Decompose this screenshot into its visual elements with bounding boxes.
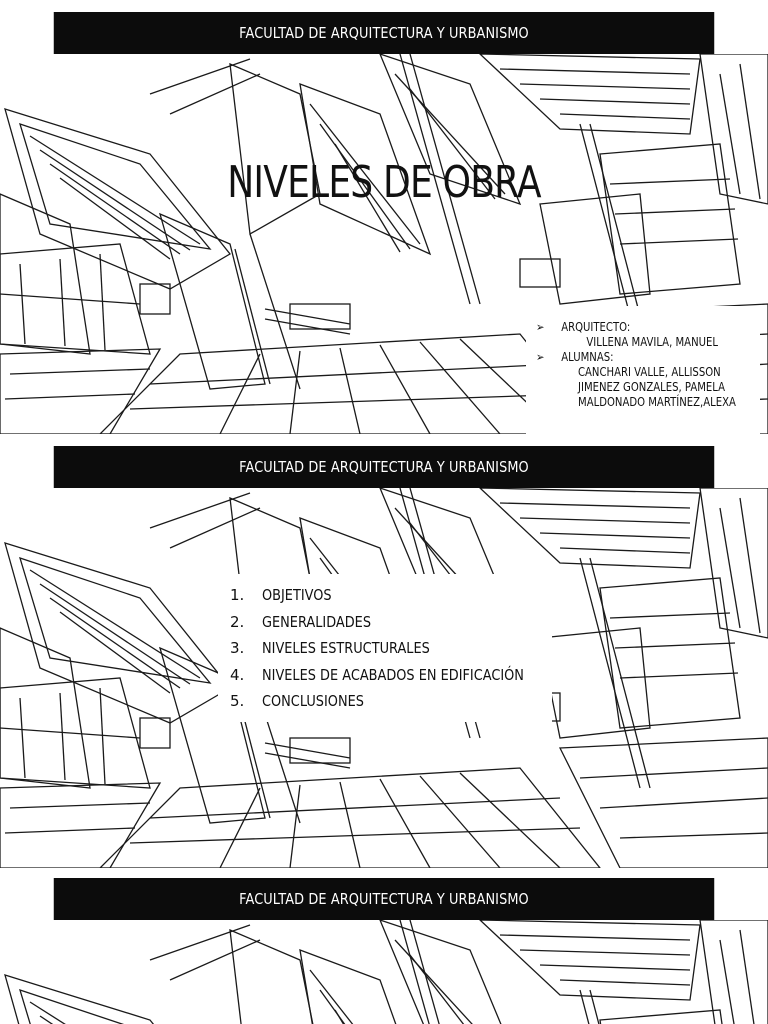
slide-partial	[0, 878, 768, 1024]
slide-divider	[0, 434, 768, 446]
presentation-title: NIVELES DE OBRA	[227, 157, 541, 208]
student-name: CANCHARI VALLE, ALLISSON	[578, 365, 721, 379]
toc-item: 3. NIVELES ESTRUCTURALES	[230, 639, 430, 658]
student-name: MALDONADO MARTÍNEZ,ALEXA	[578, 395, 736, 409]
slide-title	[0, 12, 768, 434]
toc-item: 1. OBJETIVOS	[230, 586, 332, 605]
toc-item: 4. NIVELES DE ACABADOS EN EDIFICACIÓN	[230, 665, 524, 684]
student-name: JIMENEZ GONZALES, PAMELA	[578, 380, 726, 394]
credits-box	[526, 306, 760, 434]
toc-item: 2. GENERALIDADES	[230, 612, 372, 631]
slide-header	[54, 878, 714, 920]
arrow-bullet-icon: ➢	[536, 320, 545, 334]
architect-label: ARQUITECTO:	[561, 320, 631, 334]
architectural-sketch-image	[0, 920, 768, 1024]
table-of-contents	[218, 574, 552, 722]
slide-header	[54, 446, 714, 488]
slide-index	[0, 446, 768, 868]
slide-header	[54, 12, 714, 54]
header-text: FACULTAD DE ARQUITECTURA Y URBANISMO	[239, 24, 529, 42]
header-text: FACULTAD DE ARQUITECTURA Y URBANISMO	[239, 890, 529, 908]
arrow-bullet-icon: ➢	[536, 350, 545, 364]
header-text: FACULTAD DE ARQUITECTURA Y URBANISMO	[239, 458, 529, 476]
toc-item: 5. CONCLUSIONES	[230, 692, 364, 711]
architect-name: VILLENA MAVILA, MANUEL	[586, 335, 718, 349]
students-label: ALUMNAS:	[561, 350, 614, 364]
